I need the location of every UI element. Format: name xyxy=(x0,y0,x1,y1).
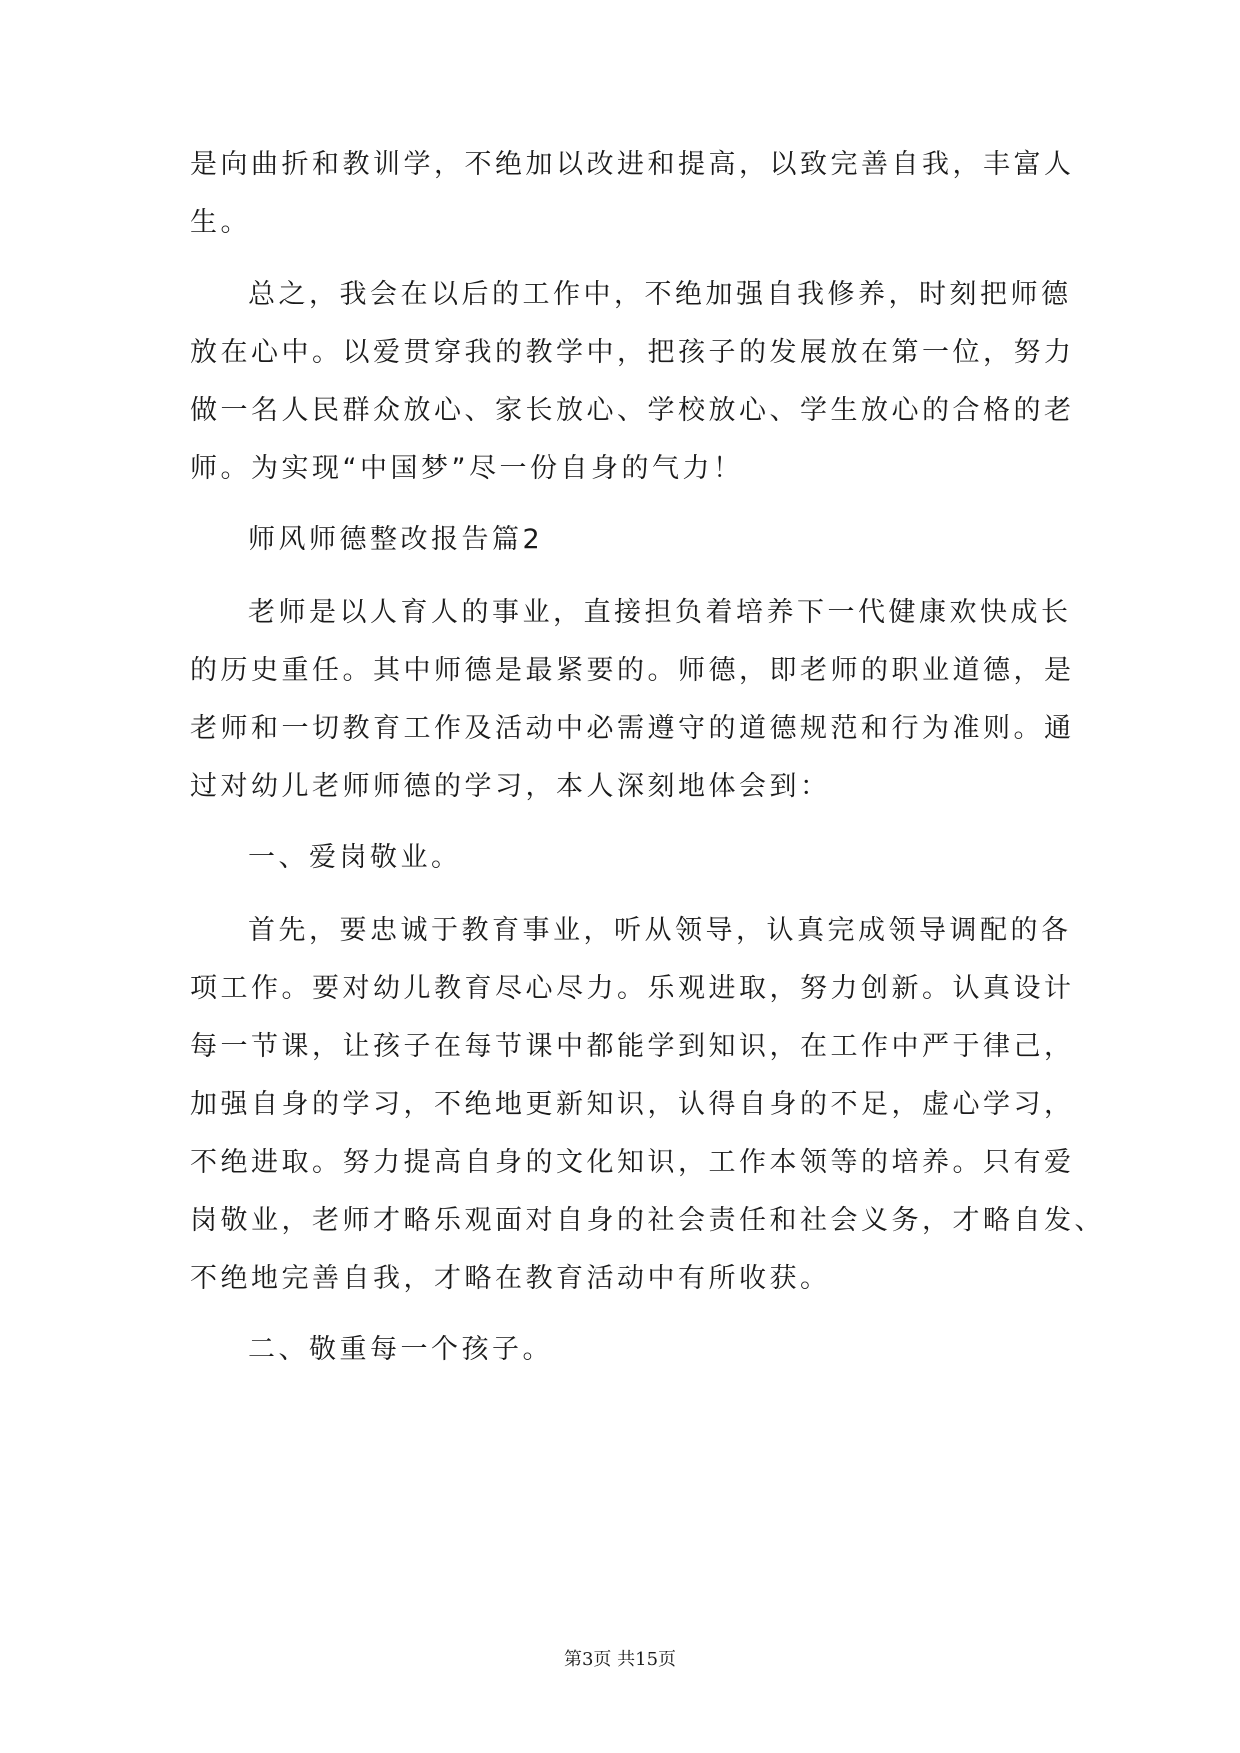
paragraph-first-line: 老师是以人育人的事业，直接担负着培养下一代健康欢快成长 xyxy=(248,597,1072,628)
text-line: 放在心中。以爱贯穿我的教学中，把孩子的发展放在第一位，努力 xyxy=(190,337,1075,368)
footer-suffix: 页 xyxy=(658,1649,677,1670)
subheading: 二、敬重每一个孩子。 xyxy=(248,1334,553,1365)
text-line: 每一节课，让孩子在每节课中都能学到知识，在工作中严于律己， xyxy=(190,1031,1075,1062)
text-line: 是向曲折和教训学，不绝加以改进和提高，以致完善自我，丰富人 xyxy=(190,149,1075,180)
subheading: 一、爱岗敬业。 xyxy=(248,842,462,873)
text-line: 生。 xyxy=(190,207,251,238)
text-line: 师。为实现“中国梦”尽一份自身的气力！ xyxy=(190,453,744,484)
text-line: 岗敬业，老师才略乐观面对自身的社会责任和社会义务，才略自发、 xyxy=(190,1205,1105,1236)
paragraph-first-line: 首先，要忠诚于教育事业，听从领导，认真完成领导调配的各 xyxy=(248,915,1072,946)
text-line: 不绝进取。努力提高自身的文化知识，工作本领等的培养。只有爱 xyxy=(190,1147,1075,1178)
footer-current-page: 3 xyxy=(581,1649,594,1670)
text-line: 项工作。要对幼儿教育尽心尽力。乐观进取，努力创新。认真设计 xyxy=(190,973,1075,1004)
text-line: 做一名人民群众放心、家长放心、学校放心、学生放心的合格的老 xyxy=(190,395,1075,426)
text-line: 不绝地完善自我，才略在教育活动中有所收获。 xyxy=(190,1263,831,1294)
section-heading: 师风师德整改报告篇2 xyxy=(248,524,544,555)
text-line: 过对幼儿老师师德的学习，本人深刻地体会到： xyxy=(190,771,831,802)
footer-middle: 页 共 xyxy=(593,1649,636,1670)
footer-total-pages: 15 xyxy=(635,1649,659,1670)
page-footer xyxy=(0,1648,1240,1672)
text-line: 加强自身的学习，不绝地更新知识，认得自身的不足，虚心学习， xyxy=(190,1089,1075,1120)
text-line: 的历史重任。其中师德是最紧要的。师德，即老师的职业道德，是 xyxy=(190,655,1075,686)
text-line: 老师和一切教育工作及活动中必需遵守的道德规范和行为准则。通 xyxy=(190,713,1075,744)
paragraph-first-line: 总之，我会在以后的工作中，不绝加强自我修养，时刻把师德 xyxy=(248,279,1072,310)
footer-prefix: 第 xyxy=(563,1649,582,1670)
